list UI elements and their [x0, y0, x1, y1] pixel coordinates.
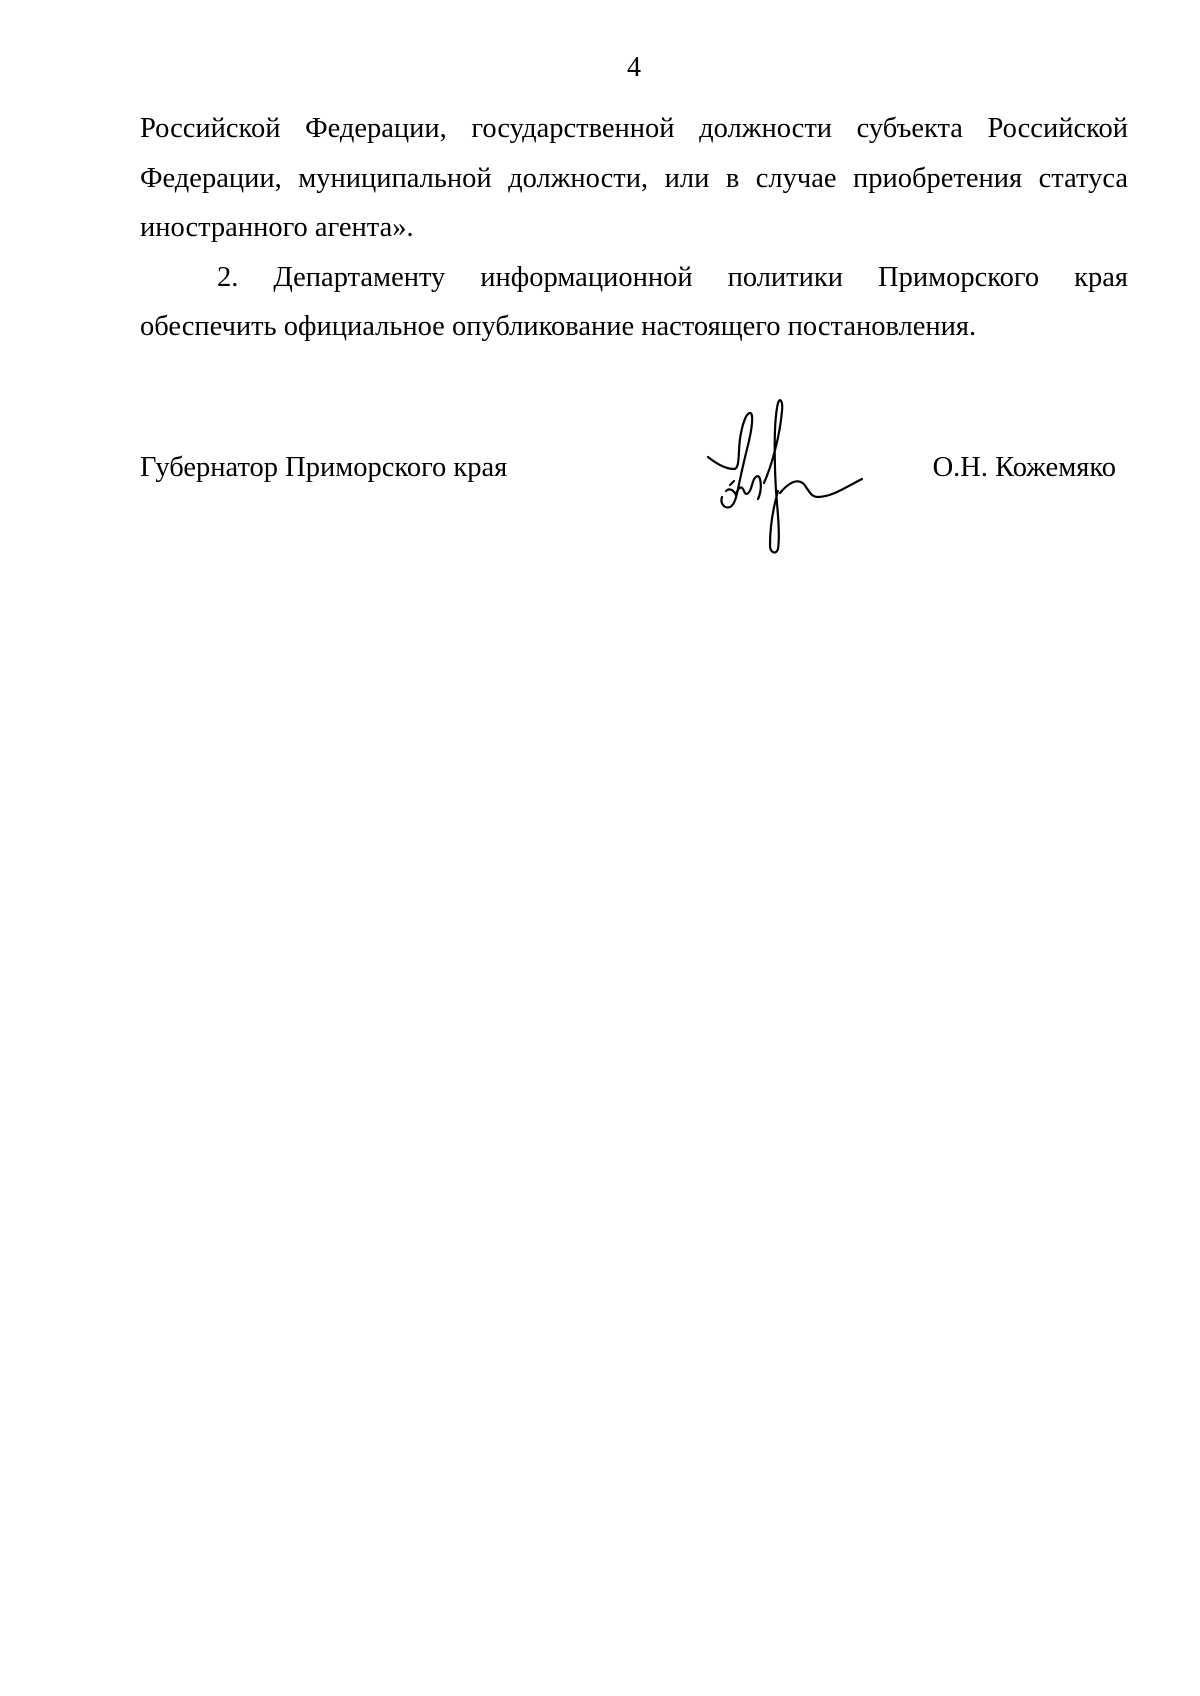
text-line: Российской Федерации, государственной должности субъекта Российской	[140, 113, 1128, 144]
signature-block	[140, 448, 1128, 488]
text-line: Федерации, муниципальной должности, или в случае приобретения статуса	[140, 162, 1128, 194]
paragraph-item-2	[140, 253, 1128, 352]
page-number: 4	[627, 52, 641, 83]
handwritten-signature	[700, 395, 870, 555]
paragraph-continuation	[140, 104, 1128, 253]
text-line: иностранного агента».	[140, 212, 414, 243]
text-line: обеспечить официальное опубликование настоящего постановления.	[140, 311, 977, 342]
signatory-title: Губернатор Приморского края	[140, 452, 508, 483]
text-line: 2. Департаменту информационной политики Приморского края	[217, 261, 1128, 293]
document-body	[140, 104, 1128, 352]
signatory-name: О.Н. Кожемяко	[932, 452, 1116, 483]
